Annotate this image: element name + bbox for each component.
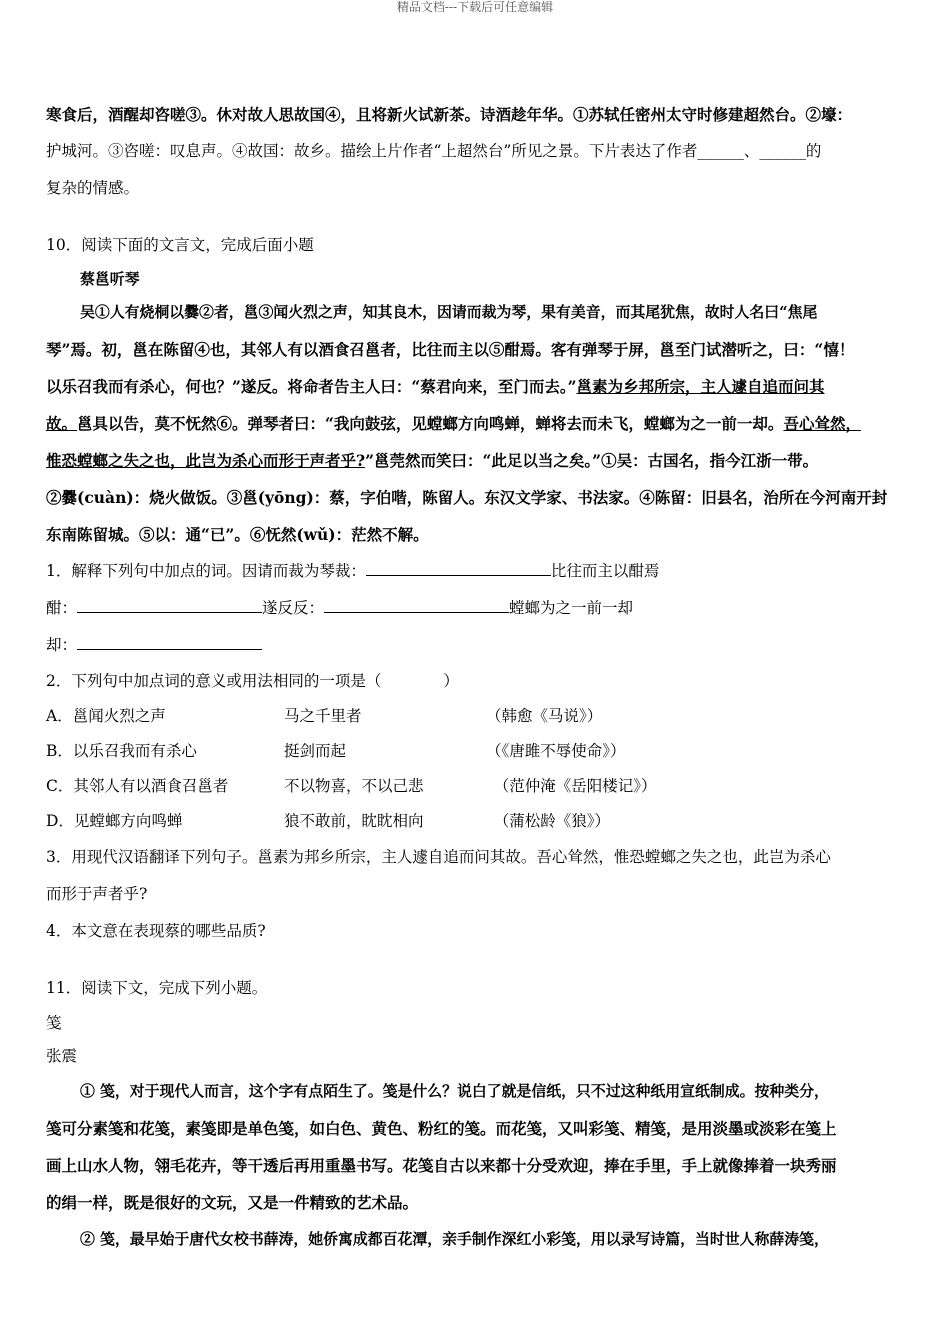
option-text: A．邕闻火烈之声 xyxy=(46,707,166,725)
passage-line xyxy=(46,368,906,405)
sub-question-1 xyxy=(46,627,906,664)
article-line: 的绢一样，既是很好的文玩，又是一件精致的艺术品。 xyxy=(46,1193,419,1212)
passage-text: ”邕莞然而笑曰：“此足以当之矣。”①吴：古国名，指今江浙一带。 xyxy=(365,451,819,470)
answer-label: 裁： xyxy=(334,562,366,580)
article-line: ② 笺，最早始于唐代女校书薛涛，她侨寓成都百花潭，亲手制作深红小彩笺，用以录写诗篇，当时世人称薛涛笺， xyxy=(80,1230,829,1248)
option-text: 挺剑而起 xyxy=(284,742,347,760)
sub-question-1 xyxy=(46,590,906,627)
option-b[interactable] xyxy=(46,734,906,769)
answer-label: 却： xyxy=(46,636,78,654)
passage-line xyxy=(46,442,906,479)
sub-question-3: 而形于声者乎? xyxy=(46,885,148,903)
sub-question-2: 2．下列句中加点词的意义或用法相同的一项是（ ） xyxy=(46,672,459,690)
sub-question-text: 1．解释下列句中加点的词。因请而裁为琴 xyxy=(46,562,335,580)
answer-label: 酣： xyxy=(46,599,78,617)
option-a[interactable] xyxy=(46,699,906,734)
option-text: 狼不敢前，眈眈相向 xyxy=(284,812,424,830)
option-c[interactable] xyxy=(46,769,906,804)
option-d[interactable] xyxy=(46,804,906,839)
passage-note: 东南陈留城。⑤以：通“已”。⑥怃然(wǔ)：茫然不解。 xyxy=(46,525,429,544)
answer-label: 反： xyxy=(293,599,325,617)
option-source: （《唐雎不辱使命》） xyxy=(486,742,626,760)
passage-note: ②爨(cuàn)：烧火做饭。③邕(yōng)：蔡，字伯喈，陈留人。东汉文学家、书法家。④陈留：旧县名，治所在今河南开封 xyxy=(46,488,888,507)
option-source: （蒲松龄《狼》） xyxy=(486,812,611,830)
poem-line: 复杂的情感。 xyxy=(46,179,140,197)
article-line: ① 笺，对于现代人而言，这个字有点陌生了。笺是什么？说白了就是信纸，只不过这种纸用宣纸制成。按种类分， xyxy=(80,1082,829,1100)
option-text: B．以乐召我而有杀心 xyxy=(46,742,197,760)
question-10-title: 10．阅读下面的文言文，完成后面小题 xyxy=(46,236,314,254)
sub-question-4: 4．本文意在表现蔡的哪些品质? xyxy=(46,922,266,940)
answer-blank[interactable] xyxy=(77,598,262,613)
answer-blank[interactable] xyxy=(324,598,509,613)
page-header: 精品文档---下载后可任意编辑 xyxy=(396,0,554,14)
article-author: 张震 xyxy=(46,1047,78,1065)
sub-question-1 xyxy=(46,553,906,590)
underlined-sentence: 吾心耸然， xyxy=(783,414,861,433)
poem-line: 寒食后，酒醒却咨嗟③。休对故人思故国④，且将新火试新茶。诗酒趁年华。①苏轼任密州太守时修建超然台。②壕： xyxy=(46,105,853,124)
sub-question-text: 遂反 xyxy=(262,599,294,617)
article-line: 画上山水人物，翎毛花卉，等干透后再用重墨书写。花笺自古以来都十分受欢迎，捧在手里，手上就像捧着一块秀丽 xyxy=(46,1156,837,1175)
passage-text: 以乐召我而有杀心，何也？”遂反。将命者告主人曰：“蔡君向来，至门而去。” xyxy=(46,377,577,396)
question-11-title: 11．阅读下文，完成下列小题。 xyxy=(46,979,268,997)
passage-line: 吴①人有烧桐以爨②者，邕③闻火烈之声，知其良木，因请而裁为琴，果有美音，而其尾犹焦，故时人名曰“焦尾 xyxy=(80,303,818,321)
article-title: 笺 xyxy=(46,1014,62,1032)
option-text: D．见螳螂方向鸣蝉 xyxy=(46,812,183,830)
sub-question-text: 螳螂为之一前一却 xyxy=(509,599,634,617)
poem-line: 护城河。③咨嗟：叹息声。④故国：故乡。描绘上片作者“上超然台”所见之景。下片表达了作者______、______的 xyxy=(46,142,822,160)
document-body xyxy=(46,96,906,1258)
answer-blank[interactable] xyxy=(77,635,262,650)
option-source: （范仲淹《岳阳楼记》） xyxy=(486,777,657,795)
passage-text: 邕具以告，莫不怃然⑥。弹琴者曰：“我向鼓弦，见螳螂方向鸣蝉，蝉将去而未飞，螳螂为之一前一却。 xyxy=(77,414,784,433)
passage-line xyxy=(46,405,906,442)
answer-blank[interactable] xyxy=(366,561,551,576)
option-text: C．其邻人有以酒食召邕者 xyxy=(46,777,229,795)
passage-title: 蔡邕听琴 xyxy=(80,270,140,288)
underlined-sentence: 故。 xyxy=(46,414,78,433)
option-source: （韩愈《马说》） xyxy=(486,707,603,725)
underlined-sentence: 邕素为乡邦所宗，主人遽自追而问其 xyxy=(576,377,825,396)
sub-question-text: 比往而主以酣焉 xyxy=(550,562,660,580)
passage-line: 琴”焉。初，邕在陈留④也，其邻人有以酒食召邕者，比往而主以⑤酣焉。客有弹琴于屏，邕至门试潜听之，曰：“憘！ xyxy=(46,340,855,359)
underlined-sentence: 惟恐螳螂之失之也，此岂为杀心而形于声者乎? xyxy=(46,451,366,470)
sub-question-3: 3．用现代汉语翻译下列句子。邕素为邦乡所宗，主人遽自追而问其故。吾心耸然，惟恐螳螂之失之也，此岂为杀心 xyxy=(46,848,831,866)
option-text: 马之千里者 xyxy=(284,707,362,725)
article-line: 笺可分素笺和花笺，素笺即是单色笺，如白色、黄色、粉红的笺。而花笺，又叫彩笺、精笺，是用淡墨或淡彩在笺上 xyxy=(46,1119,837,1138)
option-text: 不以物喜，不以己悲 xyxy=(284,777,424,795)
